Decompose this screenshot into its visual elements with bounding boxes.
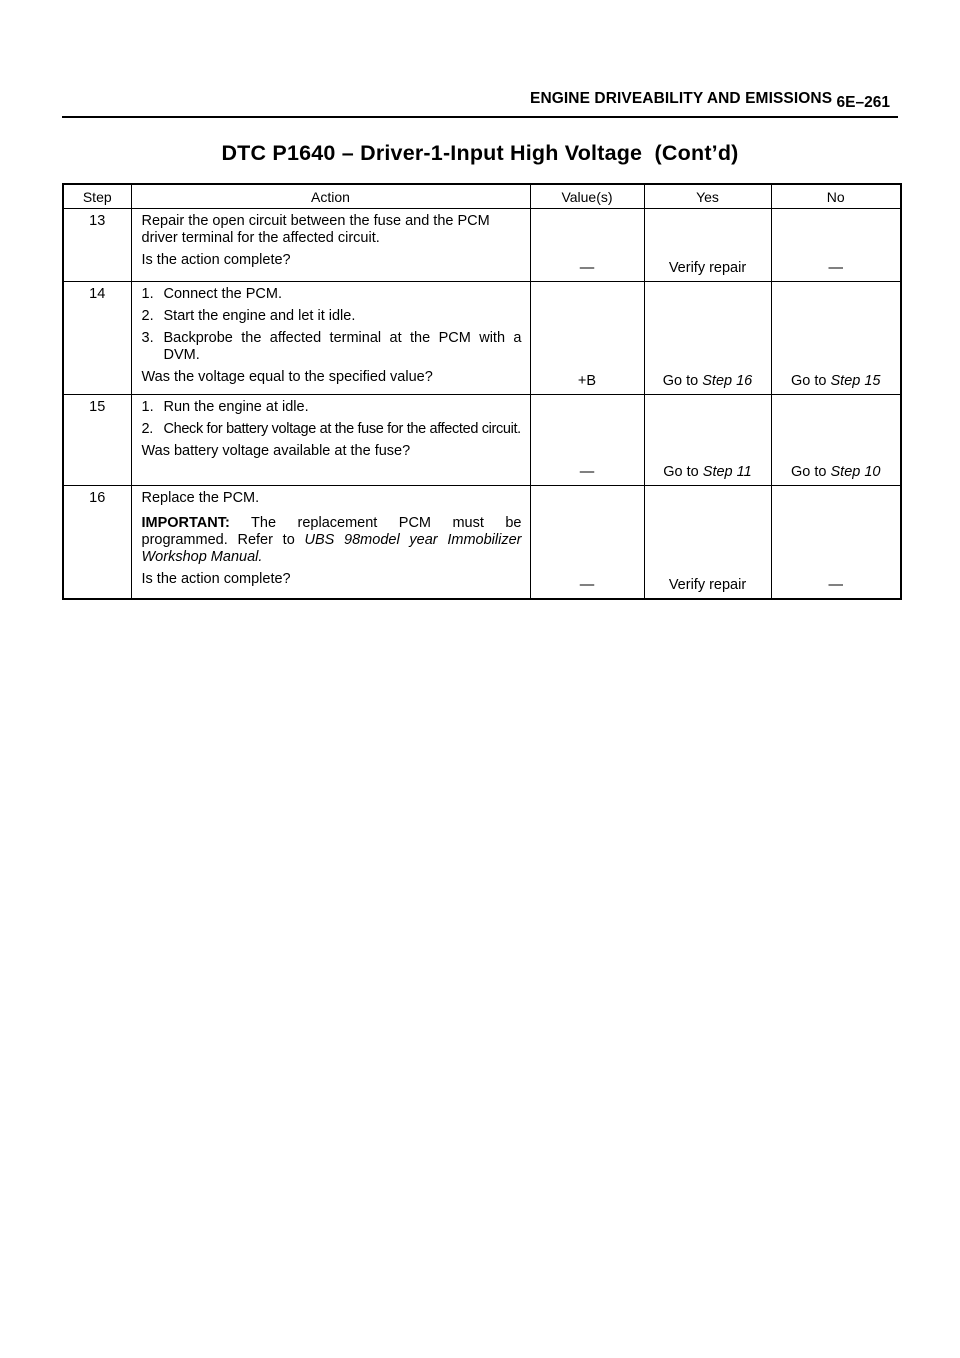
step-number: 15 [63,395,131,486]
step-number: 13 [63,209,131,282]
value-cell: — [530,486,644,599]
list-item-text: Start the engine and let it idle. [163,308,356,324]
section-title: ENGINE DRIVEABILITY AND EMISSIONS [530,90,833,107]
step-reference: Step 15 [830,373,881,389]
list-item-number: 3. [141,330,154,346]
action-cell [131,209,530,282]
table-header-row [63,184,901,209]
table-row [63,282,901,395]
column-header-yes: Yes [644,184,771,209]
go-to-label: Go to [662,373,703,389]
list-item [142,286,522,303]
step-number: 16 [63,486,131,599]
table-row [63,486,901,599]
step-reference: Step 10 [830,464,881,480]
page-header [62,88,898,118]
list-item-text: Check for battery voltage at the fuse for the affected circuit. [163,421,521,437]
table-row [63,209,901,282]
list-item [142,330,522,364]
action-cell [131,395,530,486]
list-item-number: 2. [141,421,153,437]
go-to-label: Go to [663,464,703,480]
yes-cell [644,282,771,395]
action-question: Is the action complete? [141,252,291,268]
list-item-number: 1. [141,399,154,415]
list-item [142,421,522,438]
list-item-number: 1. [141,286,154,302]
list-item [142,399,522,416]
page-title: DTC P1640 – Driver-1-Input High Voltage (Cont’d) [221,141,739,165]
action-text: Repair the open circuit between the fuse and the PCM driver terminal for the affected circuit. [141,213,490,246]
list-item [142,308,522,325]
column-header-no: No [771,184,901,209]
action-text: Replace the PCM. [141,490,260,506]
column-header-step: Step [63,184,131,209]
action-question: Was battery voltage available at the fuse? [141,443,411,459]
important-note [142,515,522,566]
step-reference: Step 11 [702,464,752,480]
action-question: Was the voltage equal to the specified value? [141,369,433,385]
step-reference: Step 16 [702,373,753,389]
action-question: Is the action complete? [141,571,291,587]
column-header-values: Value(s) [530,184,644,209]
value-cell: — [530,209,644,282]
yes-cell: Verify repair [644,209,771,282]
step-number: 14 [63,282,131,395]
value-cell: +B [530,282,644,395]
go-to-label: Go to [791,464,831,480]
manual-reference: UBS 98model year Immobilizer Workshop Manual. [141,532,522,565]
no-cell [771,282,901,395]
no-cell [771,395,901,486]
action-cell [131,282,530,395]
table-row [63,395,901,486]
list-item-text: Connect the PCM. [163,286,282,302]
go-to-label: Go to [791,373,831,389]
list-item-text: Backprobe the affected terminal at the PCM with a DVM. [163,330,522,363]
important-label: IMPORTANT: [141,515,230,531]
column-header-action: Action [131,184,530,209]
list-item-text: Run the engine at idle. [163,399,309,415]
page-number: 6E–261 [836,94,890,111]
action-cell [131,486,530,599]
diagnostic-table [62,183,902,600]
no-cell: — [771,209,901,282]
no-cell: — [771,486,901,599]
important-text: The replacement PCM must be programmed. Refer to [141,515,522,548]
yes-cell: Verify repair [644,486,771,599]
list-item-number: 2. [141,308,154,324]
yes-cell [644,395,771,486]
value-cell: — [530,395,644,486]
